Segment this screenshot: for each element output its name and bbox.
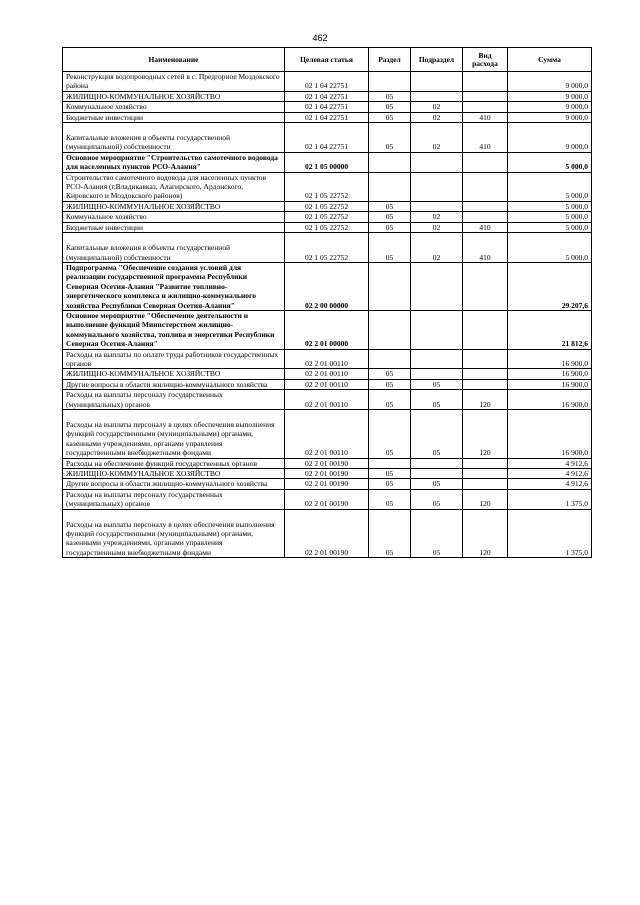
cell-target-article: 02 1 04 22751 xyxy=(285,123,369,153)
cell-expense-type xyxy=(463,102,508,112)
cell-target-article: 02 2 01 00110 xyxy=(285,390,369,410)
page-number: 462 xyxy=(312,33,328,43)
cell-sum: 1 375,0 xyxy=(508,509,592,558)
cell-section xyxy=(369,458,411,468)
cell-sum: 9 000,0 xyxy=(508,91,592,101)
cell-sum: 5 000,0 xyxy=(508,201,592,211)
cell-target-article: 02 2 01 00000 xyxy=(285,310,369,349)
cell-subsection xyxy=(411,72,463,92)
cell-sum: 16 900,0 xyxy=(508,369,592,379)
cell-subsection: 02 xyxy=(411,222,463,232)
header-target-article: Целевая статья xyxy=(285,48,369,72)
cell-name: ЖИЛИЩНО-КОММУНАЛЬНОЕ ХОЗЯЙСТВО xyxy=(63,369,285,379)
table-row xyxy=(63,201,592,211)
cell-name: Капитальные вложения в объекты государственной (муниципальной) собственности xyxy=(63,233,285,263)
table-row xyxy=(63,489,592,509)
cell-subsection: 02 xyxy=(411,212,463,222)
cell-section xyxy=(369,262,411,310)
cell-target-article: 02 2 01 00190 xyxy=(285,509,369,558)
cell-name: Другие вопросы в области жилищно-коммунального хозяйства xyxy=(63,479,285,489)
cell-section: 05 xyxy=(369,410,411,459)
cell-subsection: 05 xyxy=(411,379,463,389)
cell-expense-type xyxy=(463,369,508,379)
cell-target-article: 02 1 05 22752 xyxy=(285,233,369,263)
cell-name: ЖИЛИЩНО-КОММУНАЛЬНОЕ ХОЗЯЙСТВО xyxy=(63,201,285,211)
cell-expense-type xyxy=(463,469,508,479)
cell-target-article: 02 2 01 00190 xyxy=(285,469,369,479)
cell-expense-type xyxy=(463,212,508,222)
cell-sum: 5 000,0 xyxy=(508,212,592,222)
cell-section xyxy=(369,152,411,172)
cell-section xyxy=(369,310,411,349)
cell-name: Расходы на выплаты по оплате труда работников государственных органов xyxy=(63,349,285,369)
table-header-row xyxy=(63,48,592,72)
cell-sum: 5 000,0 xyxy=(508,233,592,263)
budget-table xyxy=(62,47,592,558)
header-sum: Сумма xyxy=(508,48,592,72)
cell-sum: 5 000,0 xyxy=(508,222,592,232)
cell-expense-type xyxy=(463,201,508,211)
table-row xyxy=(63,369,592,379)
cell-sum: 16 900,0 xyxy=(508,349,592,369)
cell-name: Расходы на выплаты персоналу государственных (муниципальных) органов xyxy=(63,390,285,410)
cell-name: Расходы на выплаты персоналу в целях обеспечения выполнения функций государственными (муниципальными) органами, казенными учреждениями, органами управления государственными внебюджетными фондами xyxy=(63,509,285,558)
cell-sum: 9 000,0 xyxy=(508,112,592,122)
cell-subsection xyxy=(411,469,463,479)
cell-target-article: 02 2 01 00110 xyxy=(285,369,369,379)
cell-section: 05 xyxy=(369,233,411,263)
cell-name: Бюджетные инвестиции xyxy=(63,222,285,232)
cell-section: 05 xyxy=(369,91,411,101)
cell-subsection xyxy=(411,262,463,310)
cell-section: 05 xyxy=(369,390,411,410)
cell-expense-type xyxy=(463,349,508,369)
cell-sum: 9 000,0 xyxy=(508,102,592,112)
cell-subsection xyxy=(411,91,463,101)
header-expense-type: Вид расхода xyxy=(463,48,508,72)
cell-name: Подпрограмма "Обеспечение создания условий для реализации государственной программы Республики Северная Осетия-Алания "Развитие топливно-энергетического комплекса и жилищно-коммунального хозяйства Республики Северная Осетия-Алания" xyxy=(63,262,285,310)
cell-sum: 9 000,0 xyxy=(508,72,592,92)
cell-target-article: 02 2 01 00110 xyxy=(285,410,369,459)
table-row xyxy=(63,152,592,172)
cell-name: Бюджетные инвестиции xyxy=(63,112,285,122)
table-row xyxy=(63,123,592,153)
cell-expense-type: 120 xyxy=(463,410,508,459)
cell-name: Капитальные вложения в объекты государственной (муниципальной) собственности xyxy=(63,123,285,153)
cell-section: 05 xyxy=(369,102,411,112)
cell-expense-type: 410 xyxy=(463,112,508,122)
cell-target-article: 02 2 01 00190 xyxy=(285,479,369,489)
table-row xyxy=(63,233,592,263)
cell-subsection xyxy=(411,369,463,379)
header-name: Наименование xyxy=(63,48,285,72)
cell-name: Основное мероприятие "Обеспечение деятельности и выполнение функций Министерством жилищно-коммунального хозяйства, топлива и энергетики Республики Северная Осетия-Алания" xyxy=(63,310,285,349)
cell-subsection: 05 xyxy=(411,390,463,410)
cell-name: ЖИЛИЩНО-КОММУНАЛЬНОЕ ХОЗЯЙСТВО xyxy=(63,91,285,101)
table-row xyxy=(63,172,592,201)
cell-section: 05 xyxy=(369,469,411,479)
table-row xyxy=(63,379,592,389)
cell-expense-type xyxy=(463,152,508,172)
cell-sum: 16 900,0 xyxy=(508,390,592,410)
table-row xyxy=(63,310,592,349)
cell-name: Коммунальное хозяйство xyxy=(63,212,285,222)
cell-target-article: 02 2 01 00190 xyxy=(285,458,369,468)
cell-section: 05 xyxy=(369,123,411,153)
cell-target-article: 02 2 01 00110 xyxy=(285,379,369,389)
cell-target-article: 02 1 04 22751 xyxy=(285,102,369,112)
cell-sum: 4 912,6 xyxy=(508,458,592,468)
cell-expense-type xyxy=(463,379,508,389)
table-row xyxy=(63,262,592,310)
cell-expense-type xyxy=(463,310,508,349)
cell-sum: 5 000,0 xyxy=(508,152,592,172)
cell-sum: 9 000,0 xyxy=(508,123,592,153)
cell-sum: 5 000,0 xyxy=(508,172,592,201)
cell-subsection: 05 xyxy=(411,509,463,558)
table-row xyxy=(63,212,592,222)
cell-section: 05 xyxy=(369,112,411,122)
cell-subsection xyxy=(411,458,463,468)
cell-subsection: 02 xyxy=(411,102,463,112)
table-row xyxy=(63,469,592,479)
cell-subsection xyxy=(411,172,463,201)
cell-subsection xyxy=(411,152,463,172)
table-row xyxy=(63,91,592,101)
cell-expense-type xyxy=(463,172,508,201)
cell-subsection: 05 xyxy=(411,489,463,509)
table-row xyxy=(63,458,592,468)
cell-expense-type: 410 xyxy=(463,233,508,263)
cell-sum: 4 912,6 xyxy=(508,479,592,489)
header-section: Раздел xyxy=(369,48,411,72)
cell-expense-type xyxy=(463,91,508,101)
cell-target-article: 02 1 05 00000 xyxy=(285,152,369,172)
cell-expense-type xyxy=(463,479,508,489)
cell-subsection: 02 xyxy=(411,233,463,263)
table-row xyxy=(63,102,592,112)
cell-sum: 29 207,6 xyxy=(508,262,592,310)
cell-name: Строительство самотечного водовода для населенных пунктов РСО-Алания (г.Владикавказ, Алагирского, Ардонского, Кировского и Моздокского районов) xyxy=(63,172,285,201)
cell-sum: 16 900,0 xyxy=(508,379,592,389)
table-row xyxy=(63,349,592,369)
cell-target-article: 02 1 04 22751 xyxy=(285,112,369,122)
cell-section: 05 xyxy=(369,212,411,222)
cell-section xyxy=(369,172,411,201)
cell-name: ЖИЛИЩНО-КОММУНАЛЬНОЕ ХОЗЯЙСТВО xyxy=(63,469,285,479)
cell-subsection xyxy=(411,310,463,349)
cell-subsection: 02 xyxy=(411,123,463,153)
cell-name: Расходы на выплаты персоналу в целях обеспечения выполнения функций государственными (муниципальными) органами, казенными учреждениями, органами управления государственными внебюджетными фондами xyxy=(63,410,285,459)
cell-section: 05 xyxy=(369,509,411,558)
cell-section: 05 xyxy=(369,369,411,379)
cell-section xyxy=(369,349,411,369)
table-row xyxy=(63,390,592,410)
cell-expense-type: 410 xyxy=(463,222,508,232)
cell-name: Расходы на выплаты персоналу государственных (муниципальных) органов xyxy=(63,489,285,509)
cell-expense-type xyxy=(463,458,508,468)
cell-subsection: 05 xyxy=(411,410,463,459)
cell-subsection: 02 xyxy=(411,112,463,122)
cell-target-article: 02 2 00 00000 xyxy=(285,262,369,310)
cell-expense-type xyxy=(463,72,508,92)
cell-subsection xyxy=(411,349,463,369)
cell-sum: 21 812,6 xyxy=(508,310,592,349)
cell-target-article: 02 2 01 00190 xyxy=(285,489,369,509)
cell-subsection xyxy=(411,201,463,211)
cell-section: 05 xyxy=(369,489,411,509)
cell-target-article: 02 1 05 22752 xyxy=(285,222,369,232)
cell-target-article: 02 1 05 22752 xyxy=(285,212,369,222)
cell-section: 05 xyxy=(369,479,411,489)
cell-expense-type: 120 xyxy=(463,509,508,558)
cell-target-article: 02 2 01 00110 xyxy=(285,349,369,369)
cell-target-article: 02 1 04 22751 xyxy=(285,72,369,92)
table-row xyxy=(63,112,592,122)
cell-section: 05 xyxy=(369,201,411,211)
cell-expense-type: 120 xyxy=(463,489,508,509)
cell-sum: 1 375,0 xyxy=(508,489,592,509)
cell-target-article: 02 1 05 22752 xyxy=(285,172,369,201)
cell-target-article: 02 1 05 22752 xyxy=(285,201,369,211)
cell-expense-type: 410 xyxy=(463,123,508,153)
cell-target-article: 02 1 04 22751 xyxy=(285,91,369,101)
table-row xyxy=(63,479,592,489)
cell-name: Реконструкция водопроводных сетей в с. Предгорное Моздокского района xyxy=(63,72,285,92)
cell-section xyxy=(369,72,411,92)
cell-sum: 4 912,6 xyxy=(508,469,592,479)
table-row xyxy=(63,410,592,459)
cell-name: Другие вопросы в области жилищно-коммунального хозяйства xyxy=(63,379,285,389)
cell-expense-type xyxy=(463,262,508,310)
cell-section: 05 xyxy=(369,379,411,389)
cell-subsection: 05 xyxy=(411,479,463,489)
cell-sum: 16 900,0 xyxy=(508,410,592,459)
header-subsection: Подраздел xyxy=(411,48,463,72)
cell-name: Коммунальное хозяйство xyxy=(63,102,285,112)
cell-name: Расходы на обеспечение функций государственных органов xyxy=(63,458,285,468)
table-row xyxy=(63,72,592,92)
cell-section: 05 xyxy=(369,222,411,232)
cell-expense-type: 120 xyxy=(463,390,508,410)
cell-name: Основное мероприятие "Строительство самотечного водовода для населенных пунктов РСО-Алания" xyxy=(63,152,285,172)
table-body xyxy=(63,72,592,558)
table-row xyxy=(63,222,592,232)
table-row xyxy=(63,509,592,558)
